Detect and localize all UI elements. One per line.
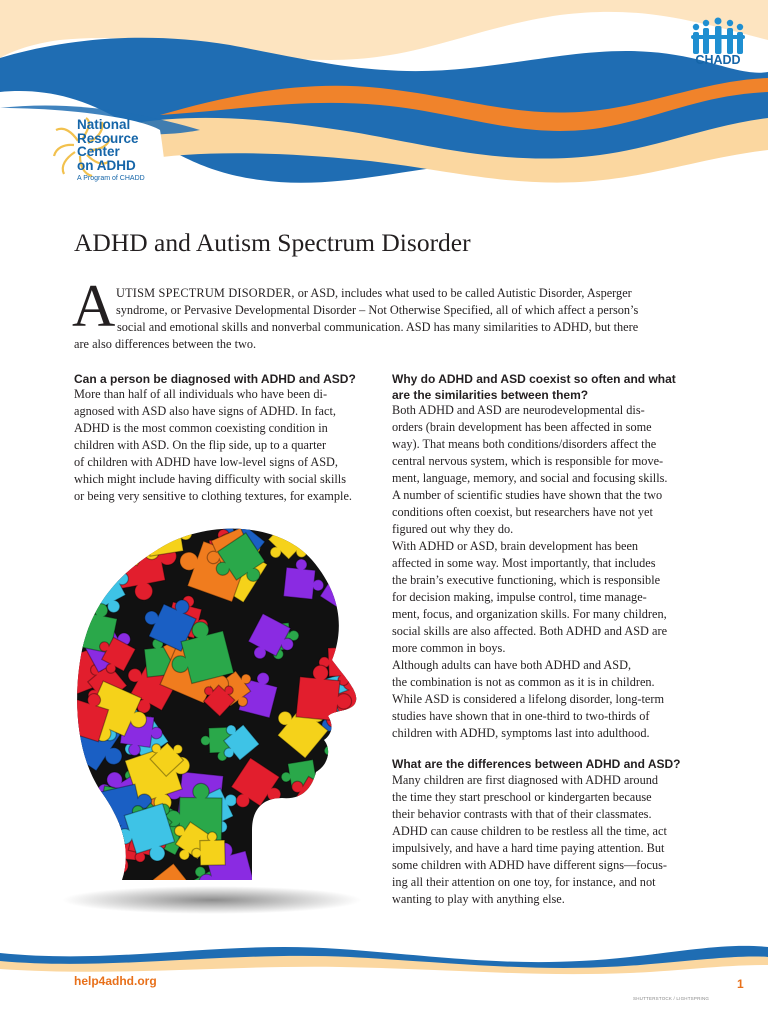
intro-line-3: social and emotional skills and nonverbal communication. ASD has many similarities to ADHD, but there xyxy=(117,320,639,334)
puzzle-piece xyxy=(311,777,355,821)
drop-cap: A xyxy=(72,273,116,339)
puzzle-head-illustration xyxy=(62,520,372,920)
intro-line-1-rest: or ASD, includes what used to be called Autistic Disorder, Asperger xyxy=(294,286,632,300)
puzzle-piece xyxy=(79,520,137,576)
page-title: ADHD and Autism Spectrum Disorder xyxy=(74,228,471,257)
col2-heading-2: What are the differences between ADHD and ASD? xyxy=(392,757,681,771)
intro-line-2: syndrome, or Pervasive Developmental Disorder – Not Otherwise Specified, all of which affect a person’s xyxy=(116,303,639,317)
col2-body-2: Many children are first diagnosed with ADHD around the time they start preschool or kindergarten because their behavior contrasts with that of their classmates. ADHD can cause children to be restless all the time, act impulsively, and have a hard time paying attention. But some children with ADHD have different signs—focus- ing all their attention on one toy, for instance, and not wanting to play with anything else. xyxy=(392,773,668,906)
image-credit: SHUTTERSTOCK / LIGHTSPRING xyxy=(633,996,710,1001)
org-name: National Resource Center on ADHD xyxy=(77,117,139,173)
col2-body-1: Both ADHD and ASD are neurodevelopmental dis- orders (brain development has been affected in some way). That means both conditions/disorders affect the central nervous system, which is responsible for move- ment, language, memory, and social and focusing skills. A number of scientific studies have shown that the two conditions often coexist, but researchers have not yet figured out why they do. With ADHD or ASD, brain development has been affected in some way. Most importantly, that includes the brain’s executive functioning, which is responsible for decision making, impulse control, time manage- ment, focus, and organization skills. For many children, social skills are also affected. Both ADHD and ASD are more common in boys. Although adults can have both ADHD and ASD, the combination is not as common as it is in children. While ASD is considered a lifelong disorder, long-term studies have shown that in one-third to two-thirds of children with ADHD, symptoms last into adulthood. xyxy=(392,403,668,740)
chadd-logo-text: CHADD xyxy=(695,53,741,67)
puzzle-piece xyxy=(72,539,118,585)
puzzle-piece xyxy=(334,811,372,871)
intro-line-1 xyxy=(116,284,632,302)
puzzle-piece xyxy=(333,813,372,882)
intro-line-4: are also differences between the two. xyxy=(74,337,257,351)
puzzle-piece xyxy=(337,628,372,674)
col1-heading: Can a person be diagnosed with ADHD and ASD? xyxy=(74,372,356,386)
footer-url-link[interactable]: help4adhd.org xyxy=(74,974,157,988)
puzzle-piece xyxy=(351,748,372,795)
col2-heading-1: Why do ADHD and ASD coexist so often and what are the similarities between them? xyxy=(392,372,676,402)
puzzle-piece xyxy=(334,547,372,604)
footer-wave-graphic xyxy=(0,935,768,975)
intro-lead: UTISM SPECTRUM DISORDER, xyxy=(116,286,295,300)
org-subtitle: A Program of CHADD xyxy=(77,175,145,182)
page-number: 1 xyxy=(737,977,744,991)
puzzle-piece xyxy=(310,785,372,853)
col1-body: More than half of all individuals who have been di- agnosed with ASD also have signs of ADHD. In fact, ADHD is the most common coexisting condition in children with ASD. On the flip side, up to a quarter of children with ADHD have low-level signs of ASD, which might include having difficulty with social skills or being very sensitive to clothing textures, for example. xyxy=(74,387,352,503)
puzzle-piece xyxy=(328,756,372,800)
